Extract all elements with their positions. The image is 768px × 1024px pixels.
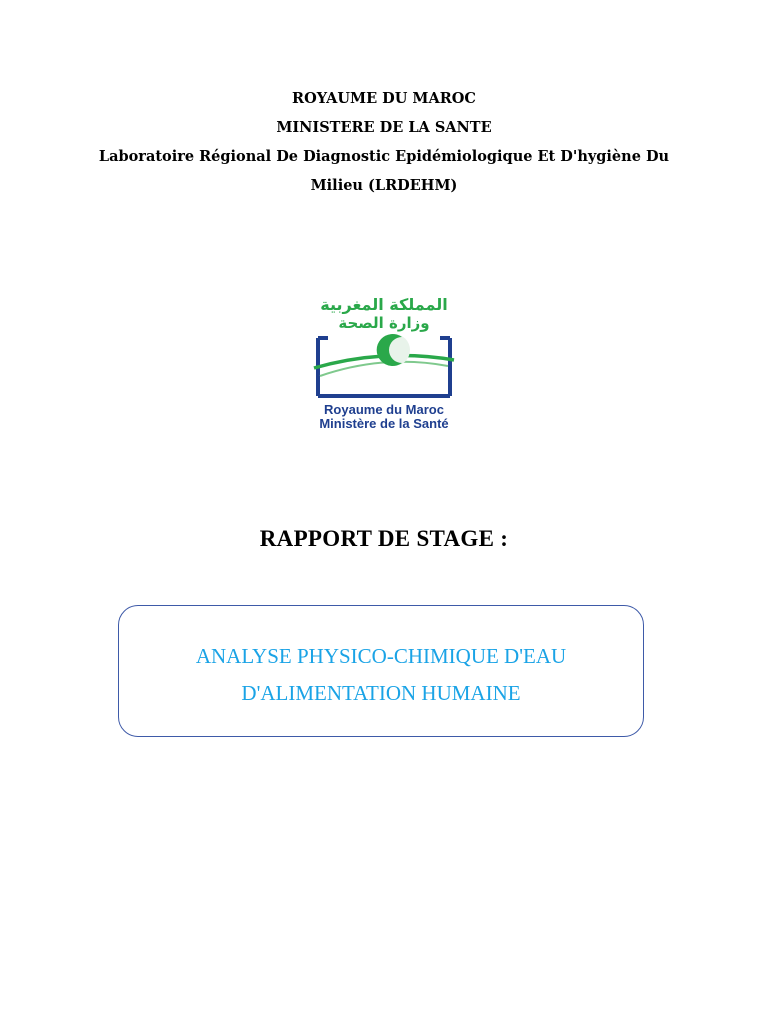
logo-latin-line2: Ministère de la Santé bbox=[319, 416, 449, 431]
report-title: RAPPORT DE STAGE : bbox=[259, 526, 509, 551]
subject-box bbox=[118, 605, 644, 737]
header-country: ROYAUME DU MAROC bbox=[292, 90, 476, 107]
logo-latin-line1: Royaume du Maroc bbox=[324, 402, 444, 417]
ministry-logo-emblem bbox=[298, 292, 470, 432]
subject-title bbox=[119, 638, 643, 712]
subject-line2: D'ALIMENTATION HUMAINE bbox=[241, 681, 521, 705]
subject-line1: ANALYSE PHYSICO-CHIMIQUE D'EAU bbox=[195, 644, 567, 668]
logo-arabic-line1: المملكة المغربية bbox=[320, 295, 448, 314]
document-header bbox=[80, 84, 688, 200]
header-laboratory: Laboratoire Régional De Diagnostic Epidémiologique Et D'hygiène Du bbox=[98, 148, 670, 165]
header-ministry: MINISTERE DE LA SANTE bbox=[276, 119, 492, 136]
ministry-logo bbox=[298, 292, 470, 432]
logo-arabic-line2: وزارة الصحة bbox=[338, 314, 430, 332]
header-laboratory-cont: Milieu (LRDEHM) bbox=[310, 177, 458, 194]
